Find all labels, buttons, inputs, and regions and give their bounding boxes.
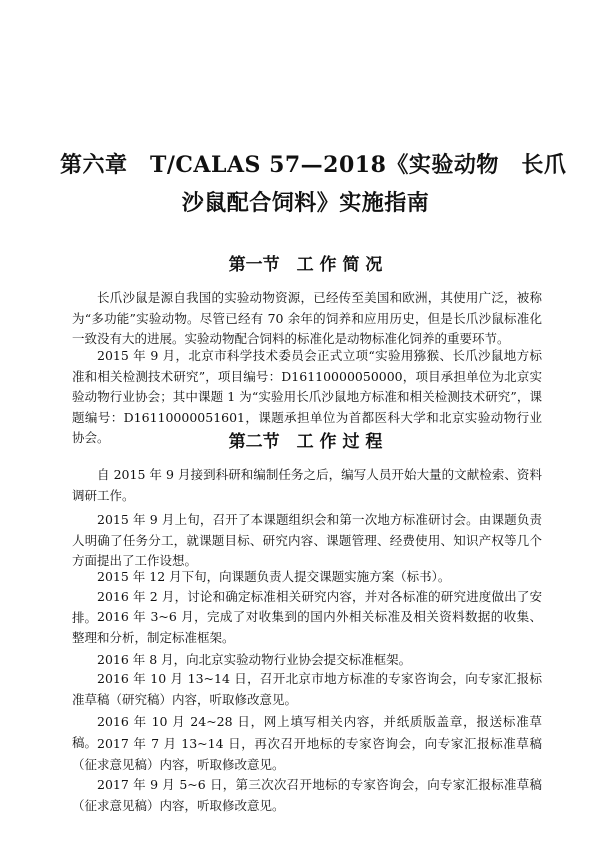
paragraph: 长爪沙鼠是源自我国的实验动物资源，已经传至美国和欧洲，其使用广泛，被称为“多功能”实验动物。尽管已经有 70 余年的饲养和应用历史，但是长爪沙鼠标准化一致没有大的进展。实验动物配合饲料的标准化是动物标准化饲养的重要环节。 bbox=[72, 290, 542, 346]
paragraph: 2016 年 8 月，向北京实验动物行业协会提交标准框架。 bbox=[97, 652, 412, 667]
section-title-2: 第二节 工 作 过 程 bbox=[228, 432, 383, 452]
paragraph: 2015 年 12 月下旬，向课题负责人提交课题实施方案（标书）。 bbox=[97, 569, 451, 584]
paragraph: 2016 年 3~6 月，完成了对收集到的国内外相关标准及相关资料数据的收集、整理和分析，制定标准框架。 bbox=[72, 609, 542, 645]
paragraph: 自 2015 年 9 月接到科研和编制任务之后，编写人员开始大量的文献检索、资料调研工作。 bbox=[72, 467, 542, 503]
paragraph: 2016 年 10 月 24~28 日，网上填写相关内容，并纸质版盖章，报送标准草稿。 bbox=[72, 714, 542, 750]
paragraph: 2016 年 10 月 13~14 日，召开北京市地方标准的专家咨询会，向专家汇报标准草稿（研究稿）内容，听取修改意见。 bbox=[72, 671, 542, 707]
paragraph: 2015 年 9 月上旬，召开了本课题组织会和第一次地方标准研讨会。由课题负责人明确了任务分工，就课题目标、研究内容、课题管理、经费使用、知识产权等几个方面提出了工作设想。 bbox=[72, 512, 542, 568]
paragraph: 2015 年 9 月，北京市科学技术委员会正式立项“实验用猕猴、长爪沙鼠地方标准和相关检测技术研究”，项目编号：D16110000050000，项目承担单位为北京实验动物行业协会；其中课题 1 为“实验用长爪沙鼠地方标准和相关检测技术研究”，课题编号：D16110000051601，课题承担单位为首都医科大学和北京实验动物行业协会。 bbox=[72, 348, 542, 445]
paragraph: 2017 年 7 月 13~14 日，再次召开地标的专家咨询会，向专家汇报标准草稿（征求意见稿）内容，听取修改意见。 bbox=[72, 736, 542, 772]
chapter-title bbox=[60, 146, 567, 222]
chapter-title-line1: 第六章 T/CALAS 57—2018《实验动物 长爪 bbox=[60, 152, 567, 178]
paragraph: 2017 年 9 月 5~6 日，第三次次召开地标的专家咨询会，向专家汇报标准草稿（征求意见稿）内容，听取修改意见。 bbox=[72, 777, 542, 813]
paragraph: 2016 年 2 月，讨论和确定标准相关研究内容，并对各标准的研究进度做出了安排。 bbox=[72, 589, 542, 625]
section-title-1: 第一节 工 作 简 况 bbox=[228, 255, 383, 275]
chapter-title-line2: 沙鼠配合饲料》实施指南 bbox=[181, 190, 430, 216]
